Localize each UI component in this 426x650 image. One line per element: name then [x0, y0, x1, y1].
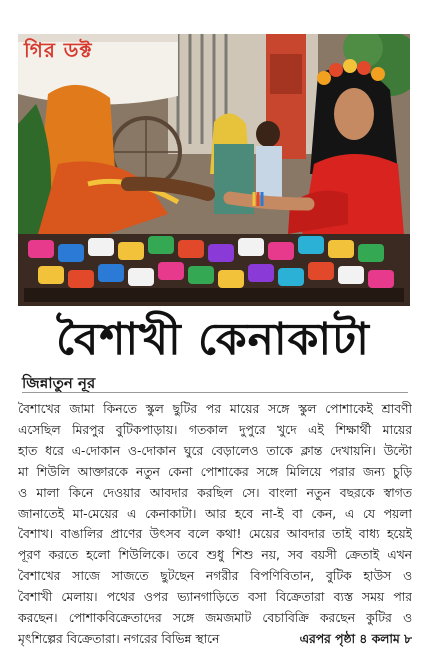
- photo-illustration: [18, 34, 410, 306]
- body-line: এসেছিল মিরপুর বুটিকপাড়ায়। গতকাল দুপুরে খুদে এই শিক্ষার্থী মায়ের: [18, 422, 412, 437]
- news-photo: [18, 34, 410, 306]
- body-line: মা শিউলি আক্তারকে নতুন কেনা পোশাকের সঙ্গে মিলিয়ে পরার জন্য চুড়ি: [18, 464, 412, 479]
- body-line: বৈশাখের সাজে সাজতে ছুটছেন নগরীর বিপণিবিতান, বুটিক হাউস ও: [18, 569, 412, 584]
- headline: বৈশাখী কেনাকাটা: [56, 314, 370, 365]
- byline-rule: [22, 392, 408, 393]
- body-line: পূরণ করতে হলো শিউলিকে। তবে শুধু শিশু নয়, সব বয়সী ক্রেতাই এখন: [18, 548, 412, 563]
- body-last-line: [18, 629, 412, 650]
- continued-jump-link[interactable]: এরপর পৃষ্ঠা ৪ কলাম ৮: [299, 631, 412, 646]
- body-line: করছেন। পোশাকবিক্রেতাদের সঙ্গে জমজমাট বেচাবিক্রি করছেন কুটির ও: [18, 611, 412, 626]
- body-line: হাত ধরে এ-দোকান ও-দোকান ঘুরে বেড়ালেও তাকে ক্লান্ত দেখায়নি। উল্টো: [18, 443, 412, 458]
- body-line: বৈশাখের জামা কিনতে স্কুল ছুটির পর মায়ের সঙ্গে স্কুল পোশাকেই শ্রাবণী: [18, 402, 412, 416]
- body-line: বৈশাখ। বাঙালির প্রাণের উৎসব বলে কথা! মেয়ের আবদার তাই বাধ্য হয়েই: [18, 527, 412, 542]
- body-line-final: মৃৎশিল্পের বিক্রেতারা। নগরের বিভিন্ন স্থানে: [18, 631, 220, 646]
- body-line: ও মালা কিনে দেওয়ার আবদার করছিল সে। বাংলা নতুন বছরকে স্বাগত: [18, 485, 412, 500]
- body-line: জানাতেই মা-মেয়ের এ কেনাকাটা। আর হবে না-ই বা কেন, এ যে পয়লা: [18, 506, 412, 521]
- article-body: [18, 399, 412, 650]
- byline: জিন্নাতুন নূর: [22, 374, 96, 392]
- sign-text: গির ডক্ট: [24, 38, 93, 62]
- body-line: বৈশাখী মেলায়। পথের ওপর ভ্যানগাড়িতে বসা বিক্রেতারা ব্যস্ত সময় পার: [18, 590, 412, 605]
